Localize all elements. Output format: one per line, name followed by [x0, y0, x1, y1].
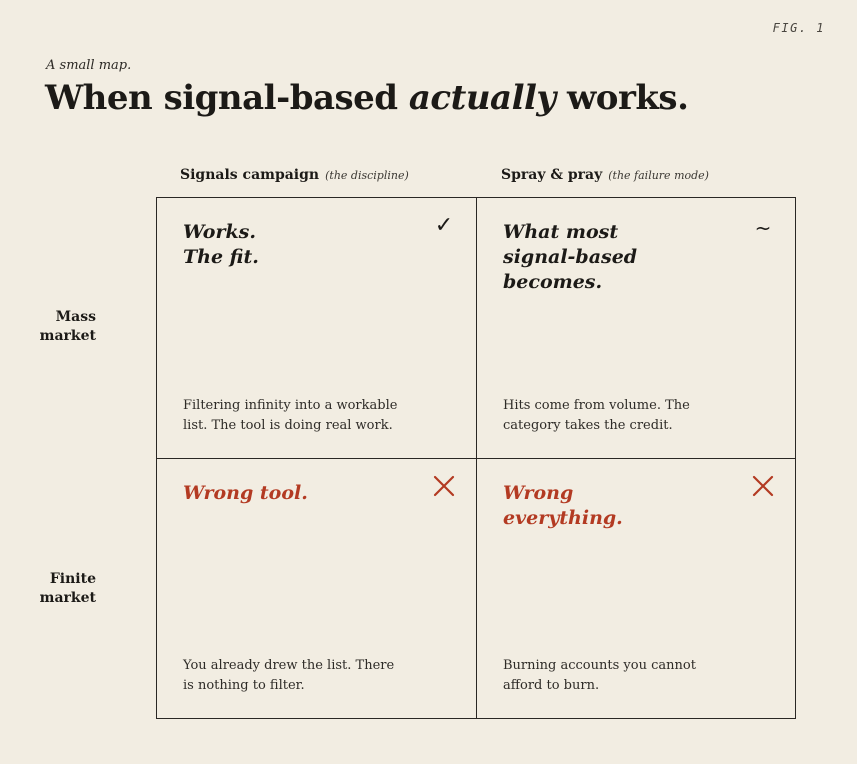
heading-line: Wrong: [503, 482, 574, 504]
heading-line: everything.: [503, 507, 623, 529]
quadrant-heading: [183, 220, 383, 270]
quadrant-description: [503, 396, 733, 436]
description-line: Filtering infinity into a workable: [183, 398, 398, 413]
row-header-line: market: [39, 590, 96, 606]
row-header-mass-market: [6, 308, 96, 346]
quadrant-what-most-becomes: [477, 198, 795, 459]
page-title: [45, 78, 688, 118]
title-after: works.: [555, 78, 689, 118]
row-header-finite-market: [6, 570, 96, 608]
description-line: list. The tool is doing real work.: [183, 418, 393, 433]
description-line: Hits come from volume. The: [503, 398, 690, 413]
description-line: is nothing to filter.: [183, 678, 305, 693]
description-line: category takes the credit.: [503, 418, 673, 433]
quadrant-description: [503, 656, 733, 696]
row-header-line: market: [39, 328, 96, 344]
row-header-line: Mass: [55, 309, 96, 325]
kicker-text: A small map.: [46, 58, 132, 73]
quadrant-heading: [503, 481, 703, 531]
heading-line: Wrong tool.: [183, 482, 308, 504]
column-header-note: (the discipline): [325, 169, 409, 182]
quadrant-grid: [156, 197, 796, 719]
row-header-line: Finite: [49, 571, 96, 587]
quadrant-heading: [503, 220, 703, 295]
figure-label: FIG. 1: [772, 21, 825, 35]
description-line: You already drew the list. There: [183, 658, 395, 673]
title-emphasis: actually: [408, 78, 556, 118]
column-header-spray-and-pray: [501, 164, 709, 183]
quadrant-wrong-everything: [477, 459, 795, 718]
tilde-icon: ~: [754, 216, 772, 240]
quadrant-description: [183, 396, 413, 436]
heading-line: The fit.: [183, 246, 259, 268]
quadrant-description: [183, 656, 413, 696]
heading-line: becomes.: [503, 271, 603, 293]
quadrant-wrong-tool: [157, 459, 477, 718]
column-header-name: Spray & pray: [501, 167, 603, 183]
x-icon: [751, 475, 775, 499]
description-line: Burning accounts you cannot: [503, 658, 696, 673]
quadrant-works: [157, 198, 477, 459]
description-line: afford to burn.: [503, 678, 600, 693]
title-before: When signal-based: [45, 78, 409, 118]
check-icon: ✓: [434, 213, 454, 238]
quadrant-heading: [183, 481, 383, 506]
column-header-note: (the failure mode): [608, 169, 709, 182]
heading-line: Works.: [183, 221, 256, 243]
column-header-name: Signals campaign: [180, 167, 320, 183]
heading-line: signal-based: [503, 246, 638, 268]
column-header-signals-campaign: [180, 164, 409, 183]
heading-line: What most: [503, 221, 619, 243]
x-icon: [432, 475, 456, 499]
